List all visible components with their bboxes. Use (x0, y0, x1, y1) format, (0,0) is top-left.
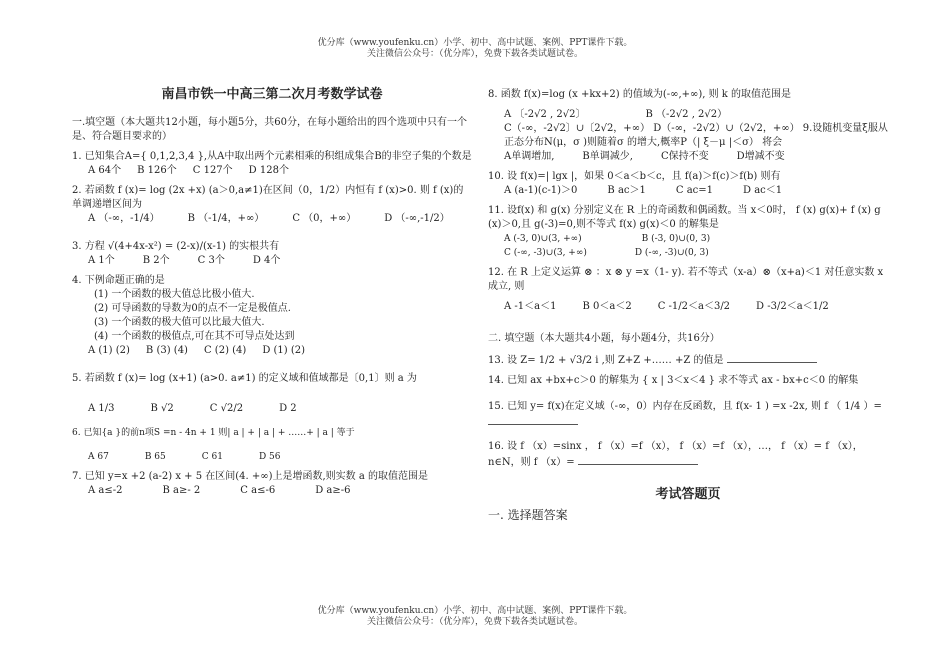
footer-line-2: 关注微信公众号：（优分库），免费下载各类试题试卷。 (366, 617, 583, 627)
option: B 65 (144, 452, 166, 462)
question-11-text: 11. 设f(x) 和 g(x) 分别定义在 R 上的奇函数和偶函数。当 x＜0时， f (x) g(x)+ f (x) g (x)＞0,且 g(-3)=0,则不等式 f(x) g(x)＜0 的解集是 (488, 205, 881, 230)
option: B 2个 (142, 255, 170, 266)
question-6-text: 6. 已知{a }的前n项S =n - 4n + 1 则| a | + | a | + ……+ | a | 等于 (72, 428, 355, 438)
question-4-item: (3) 一个函数的极大值可以比最大值大. (94, 317, 265, 328)
option: B （-2√2 , 2√2） (645, 109, 728, 120)
question-8-text: 8. 函数 f(x)=log (x +kx+2) 的值域为(-∞,+∞), 则 k 的取值范围是 (488, 89, 792, 100)
answer-blank[interactable] (488, 414, 578, 425)
option: C (2) (4) (203, 345, 247, 356)
question-13-text: 13. 设 Z= 1/2 + √3/2 i ,则 Z+Z +…… +Z 的值是 (488, 355, 724, 366)
question-8 (488, 88, 888, 164)
option: D ac＜1 (743, 185, 783, 196)
right-column (488, 88, 888, 522)
option: A -1＜a＜1 (504, 301, 557, 312)
question-3-options (88, 254, 472, 268)
option: A (-3, 0)∪(3, +∞) (504, 234, 582, 244)
option: A单调增加, (504, 151, 555, 162)
question-16-text: 16. 设 f （x）=sinx ， f （x）=f （x）， f （x）=f （x），…， f （x）= f （x），n∈N，则 f （x）= (488, 441, 863, 468)
question-15-text: 15. 已知 y= f(x)在定义域（-∞，0）内存在反函数，且 f(x- 1 ) =x -2x, 则 f （ 1/4 ）= (488, 401, 882, 412)
option: D （-∞,-1/2） (384, 213, 450, 224)
option: D 56 (258, 452, 281, 462)
question-4-item: (4) 一个函数的极值点,可在其不可导点处达到 (94, 331, 295, 342)
option: B （-1/4，+∞） (187, 213, 265, 224)
option: D (1) (2) (262, 345, 306, 356)
option: A 〔-2√2 , 2√2〕 (504, 109, 586, 120)
answer-section-heading: 一. 选择题答案 (488, 508, 568, 522)
option: C保持不变 (660, 151, 709, 162)
answer-page-title: 考试答题页 (655, 487, 721, 502)
option: B a≥- 2 (162, 485, 201, 496)
question-12 (488, 266, 888, 314)
question-4-options (88, 344, 472, 358)
question-5 (72, 372, 472, 416)
option: B √2 (150, 403, 174, 414)
answer-blank[interactable] (578, 454, 698, 465)
option: D a≥-6 (315, 485, 351, 496)
question-7-text: 7. 已知 y=x +2 (a-2) x + 5 在区间(4. +∞)上是增函数,则实数 a 的取值范围是 (72, 471, 428, 482)
question-15 (488, 400, 888, 430)
question-4-text: 4. 下例命题正确的是 (72, 275, 165, 286)
question-13 (488, 352, 888, 368)
question-16 (488, 440, 888, 470)
question-9-options (504, 150, 888, 164)
option: C ac=1 (675, 185, 714, 196)
question-4-item: (2) 可导函数的导数为0的点不一定是极值点. (94, 303, 291, 314)
section-2-heading: 二. 填空题（本大题共4小题，每小题4分，共16分） (488, 333, 720, 344)
question-10-text: 10. 设 f(x)=| lgx |，如果 0＜a＜b＜c，且 f(a)＞f(c)＞f(b) 则有 (488, 171, 781, 182)
option: D (-∞, -3)∪(0, 3) (634, 248, 709, 258)
option: D -3/2＜a＜1/2 (756, 301, 829, 312)
option: A 64个 (88, 165, 122, 176)
question-8-options-row-2: C（-∞，-2√2〕∪〔2√2，+∞） D（-∞，-2√2）∪（2√2，+∞） 9.设随机变量ξ服从正态分布N(μ，σ )则随着σ 的增大,概率P（| ξ－μ |＜σ） 将会 (504, 123, 888, 148)
question-7 (72, 470, 472, 498)
page-header (0, 38, 950, 60)
question-2-options (88, 212, 472, 226)
option: B (3) (4) (145, 345, 188, 356)
question-11-options-row-1 (504, 232, 888, 246)
question-12-options (504, 300, 888, 314)
option: B ac＞1 (607, 185, 646, 196)
left-column (72, 88, 472, 504)
question-2-text: 2. 若函数 f (x)= log (2x +x) (a＞0,a≠1)在区间（0，1/2）内恒有 f (x)>0. 则 f (x)的单调递增区间为 (72, 185, 464, 210)
header-line-2: 关注微信公众号：（优分库），免费下载各类试题试卷。 (366, 49, 583, 59)
question-5-options (88, 402, 472, 416)
page-footer (0, 606, 950, 628)
option: B单调减少, (582, 151, 633, 162)
answer-blank[interactable] (727, 352, 817, 363)
option: B 126个 (137, 165, 177, 176)
question-2 (72, 184, 472, 226)
question-1-text: 1. 已知集合A={ 0,1,2,3,4 },从A中取出两个元素相乘的积组成集合B的非空子集的个数是 (72, 151, 472, 162)
question-11 (488, 204, 888, 260)
option: A 67 (88, 452, 109, 462)
option: C 127个 (192, 165, 233, 176)
question-12-text: 12. 在 R 上定义运算 ⊗ ：x ⊗ y =x（1- y). 若不等式（x-a）⊗（x+a)＜1 对任意实数 x 成立, 则 (488, 267, 884, 292)
question-3 (72, 240, 472, 268)
question-6 (72, 426, 472, 464)
option: A 1个 (88, 255, 115, 266)
exam-title: 南昌市铁一中高三第二次月考数学试卷 (161, 87, 383, 102)
option: C √2/2 (209, 403, 244, 414)
option: C 61 (201, 452, 223, 462)
question-4-item: (1) 一个函数的极大值总比极小值大. (94, 289, 255, 300)
option: A a≤-2 (88, 485, 123, 496)
option: B (-3, 0)∪(0, 3) (641, 234, 711, 244)
question-10 (488, 170, 888, 198)
option: C (-∞, -3)∪(3, +∞) (504, 248, 587, 258)
question-11-options-row-2 (504, 246, 888, 260)
question-10-options (504, 184, 888, 198)
footer-line-1: 优分库（www.youfenku.cn）小学、初中、高中试题、案例、PPT课件下载。 (317, 606, 633, 616)
header-line-1: 优分库（www.youfenku.cn）小学、初中、高中试题、案例、PPT课件下载。 (317, 38, 633, 48)
option: C （0，+∞） (292, 213, 357, 224)
option: A （-∞，-1/4） (88, 213, 160, 224)
question-1-options (88, 164, 472, 178)
question-8-options-row-1 (504, 108, 888, 122)
option: A (1) (2) (88, 345, 130, 356)
option: D 2 (279, 403, 297, 414)
option: C a≤-6 (240, 485, 276, 496)
option: B 0＜a＜2 (582, 301, 632, 312)
question-4 (72, 274, 472, 358)
question-14: 14. 已知 ax +bx+c＞0 的解集为 { x | 3＜x＜4 } 求不等式 ax - bx+c＜0 的解集 (488, 375, 859, 386)
option: C 3个 (197, 255, 225, 266)
option: C -1/2＜a＜3/2 (657, 301, 731, 312)
question-5-text: 5. 若函数 f (x)= log (x+1) (a>0. a≠1) 的定义域和值域都是〔0,1〕则 a 为 (72, 373, 417, 384)
option: A (a-1)(c-1)＞0 (504, 185, 578, 196)
question-3-text: 3. 方程 √(4+4x-x²) = (2-x)/(x-1) 的实根共有 (72, 241, 280, 252)
option: D 128个 (248, 165, 289, 176)
option: D增减不变 (736, 151, 785, 162)
question-7-options (88, 484, 472, 498)
option: D 4个 (252, 255, 281, 266)
option: A 1/3 (88, 403, 115, 414)
question-1 (72, 150, 472, 178)
question-6-options (88, 450, 472, 464)
section-1-heading: 一.填空题（本大题共12小题，每小题5分，共60分，在每小题给出的四个选项中只有一个是、符合题目要求的） (72, 117, 467, 142)
